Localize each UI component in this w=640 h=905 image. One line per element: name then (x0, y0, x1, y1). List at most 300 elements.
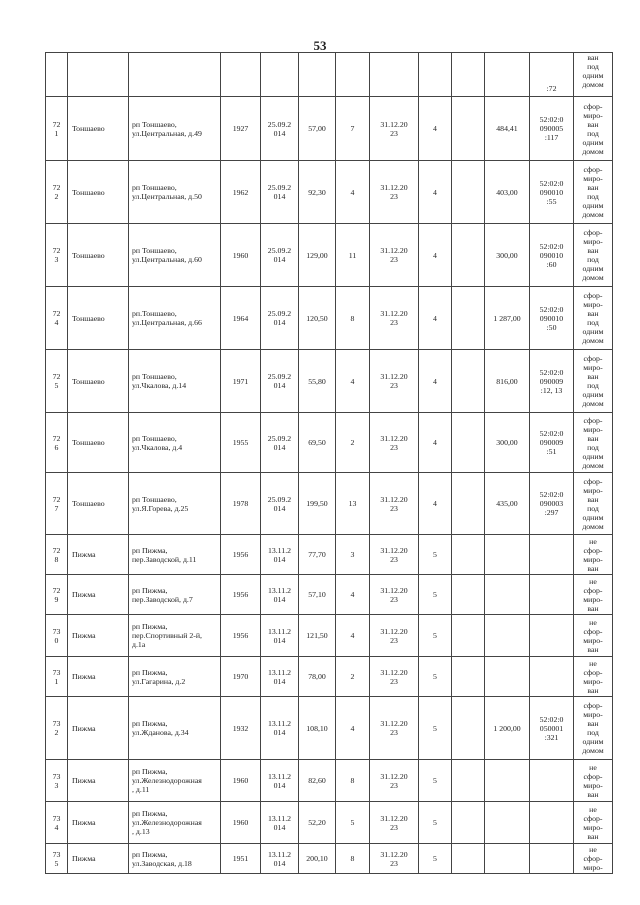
cell-date (261, 97, 299, 161)
cell-sum (485, 161, 530, 224)
registry-body (46, 53, 613, 874)
cell-settlement (68, 161, 129, 224)
cell-settlement-text: Пижма (72, 854, 96, 863)
cell-stage-text: 5 (433, 550, 437, 559)
cell-count (336, 97, 370, 161)
cell-stage-text: 5 (433, 672, 437, 681)
cell-no-text: 72 4 (52, 309, 61, 327)
cell-land-status-text: не сфор- миро- ван (583, 658, 603, 695)
cell-land-status (574, 697, 613, 760)
cell-stage (419, 657, 452, 697)
cell-year (221, 224, 261, 287)
cell-address-text: рп Тоншаево, ул.Центральная, д.50 (132, 183, 202, 201)
cell-deadline (370, 575, 419, 615)
cell-settlement (68, 287, 129, 350)
cell-address (129, 760, 221, 802)
cell-area-text: 57,00 (308, 124, 326, 133)
cell-stage (419, 350, 452, 413)
cell-settlement (68, 760, 129, 802)
cell-stage (419, 575, 452, 615)
cell-stage (419, 224, 452, 287)
cell-stage (419, 473, 452, 535)
cell-year (221, 287, 261, 350)
cell-cadastral (530, 575, 574, 615)
cell-count (336, 53, 370, 97)
cell-settlement-text: Пижма (72, 776, 96, 785)
cell-date (261, 224, 299, 287)
cell-count-text: 13 (348, 499, 357, 508)
cell-year (221, 657, 261, 697)
cell-address-text: рп Тоншаево, ул.Чкалова, д.14 (132, 372, 187, 390)
cell-year (221, 350, 261, 413)
cell-land-status-text: сфор- миро- ван под одним домом (582, 701, 604, 755)
cell-cadastral (530, 802, 574, 844)
cell-address (129, 615, 221, 657)
housing-registry-table (45, 52, 613, 874)
cell-count-text: 8 (350, 854, 355, 863)
cell-deadline-text: 31.12.20 23 (380, 372, 408, 390)
cell-no (46, 760, 68, 802)
cell-cadastral (530, 97, 574, 161)
cell-deadline (370, 97, 419, 161)
cell-cadastral-text: 52:02:0 090010 :50 (539, 304, 564, 332)
cell-deadline-text: 31.12.20 23 (380, 771, 408, 790)
cell-land-status (574, 53, 613, 97)
cell-stage (419, 535, 452, 575)
cell-deadline-text: 31.12.20 23 (380, 183, 408, 201)
cell-empty (452, 97, 485, 161)
cell-date-text: 25.09.2 014 (267, 183, 292, 201)
cell-date-text: 13.11.2 014 (267, 849, 292, 868)
cell-settlement (68, 224, 129, 287)
cell-sum-text: 484,41 (496, 124, 518, 133)
cell-deadline (370, 535, 419, 575)
cell-area-text: 108,10 (306, 723, 328, 733)
cell-area (299, 224, 336, 287)
cell-date (261, 844, 299, 874)
cell-sum-text: 300,00 (496, 250, 518, 260)
cell-sum (485, 615, 530, 657)
cell-address-text: рп Пижма, ул.Жданова, д.34 (132, 719, 189, 737)
table-row-continuation (46, 53, 613, 97)
cell-area-text: 77,70 (308, 550, 326, 559)
cell-no (46, 350, 68, 413)
cell-sum-text: 1 200,00 (493, 723, 521, 733)
cell-stage-text: 4 (433, 124, 437, 133)
cell-land-status-text: не сфор- миро- ван (583, 536, 603, 573)
cell-land-status-text: сфор- миро- ван под одним домом (582, 291, 604, 345)
cell-sum (485, 535, 530, 575)
cell-land-status (574, 657, 613, 697)
cell-land-status (574, 224, 613, 287)
cell-land-status-text: не сфор- миро- (583, 845, 603, 872)
cell-area-text: 121,50 (306, 631, 328, 640)
cell-deadline (370, 844, 419, 874)
cell-sum (485, 350, 530, 413)
cell-land-status-text: не сфор- миро- ван (583, 617, 603, 654)
cell-area (299, 615, 336, 657)
cell-count (336, 224, 370, 287)
cell-address-text: рп Пижма, пер.Спортивный 2-й, д.1а (132, 622, 202, 649)
cell-area-text: 69,50 (308, 438, 326, 447)
cell-year (221, 615, 261, 657)
cell-land-status-text: сфор- миро- ван под одним домом (582, 415, 604, 470)
cell-sum (485, 413, 530, 473)
cell-no (46, 697, 68, 760)
cell-stage-text: 4 (433, 438, 437, 447)
cell-no-text: 73 4 (52, 813, 61, 832)
cell-count-text: 3 (350, 550, 355, 559)
cell-settlement-text: Тоншаево (72, 313, 105, 323)
cell-empty (452, 53, 485, 97)
cell-stage (419, 615, 452, 657)
cell-area (299, 844, 336, 874)
cell-no-text: 72 9 (52, 585, 61, 604)
cell-address-text: рп.Тоншаево, ул.Центральная, д.66 (132, 309, 202, 327)
cell-sum (485, 53, 530, 97)
cell-land-status-text: сфор- миро- ван под одним домом (582, 354, 604, 408)
cell-deadline (370, 697, 419, 760)
cell-year (221, 575, 261, 615)
cell-deadline-text: 31.12.20 23 (380, 309, 408, 327)
cell-year (221, 760, 261, 802)
cell-no-text: 72 3 (52, 246, 61, 264)
cell-area (299, 350, 336, 413)
cell-area (299, 473, 336, 535)
cell-cadastral (530, 53, 574, 97)
cell-cadastral (530, 615, 574, 657)
cell-date (261, 535, 299, 575)
cell-count-text: 4 (350, 590, 355, 599)
cell-land-status (574, 615, 613, 657)
cell-settlement (68, 97, 129, 161)
cell-deadline-text: 31.12.20 23 (380, 626, 408, 645)
cell-address-text: рп Пижма, ул.Заводская, д.18 (132, 849, 192, 868)
cadastral-text: :72 (546, 84, 557, 93)
cell-year-text: 1978 (232, 499, 249, 508)
cell-count-text: 4 (350, 723, 355, 733)
cell-settlement-text: Тоншаево (72, 250, 105, 260)
cell-deadline-text: 31.12.20 23 (380, 433, 408, 452)
cell-deadline (370, 161, 419, 224)
cell-date-text: 25.09.2 014 (267, 372, 292, 390)
cell-settlement-text: Пижма (72, 818, 96, 827)
cell-address (129, 287, 221, 350)
cell-land-status-text: сфор- миро- ван под одним домом (582, 165, 604, 219)
cell-no (46, 287, 68, 350)
cell-stage (419, 161, 452, 224)
cell-settlement-text: Пижма (72, 550, 96, 559)
cell-date-text: 13.11.2 014 (267, 585, 292, 604)
cell-cadastral (530, 535, 574, 575)
cell-count (336, 535, 370, 575)
cell-area (299, 657, 336, 697)
cell-area (299, 97, 336, 161)
cell-date-text: 13.11.2 014 (267, 813, 292, 832)
cell-area-text: 199,50 (306, 499, 328, 508)
cell-area (299, 575, 336, 615)
cell-address-text: рп Тоншаево, ул.Центральная, д.60 (132, 246, 202, 264)
cell-count (336, 844, 370, 874)
cell-no-text: 72 5 (52, 372, 61, 390)
cell-cadastral (530, 473, 574, 535)
cell-no-text: 72 6 (52, 433, 61, 452)
cell-empty (452, 535, 485, 575)
cell-stage-text: 4 (433, 187, 437, 197)
cell-year (221, 535, 261, 575)
cell-deadline (370, 53, 419, 97)
cell-area (299, 53, 336, 97)
cell-address (129, 697, 221, 760)
cell-empty (452, 350, 485, 413)
cell-stage-text: 5 (433, 854, 437, 863)
cell-count-text: 7 (350, 124, 355, 133)
cell-empty (452, 615, 485, 657)
cell-empty (452, 575, 485, 615)
cell-empty (452, 161, 485, 224)
cell-no-text: 73 2 (52, 719, 61, 737)
cell-date-text: 13.11.2 014 (267, 626, 292, 645)
cell-settlement (68, 657, 129, 697)
cell-no (46, 224, 68, 287)
cell-date-text: 13.11.2 014 (267, 771, 292, 790)
cell-settlement-text: Тоншаево (72, 438, 105, 447)
cell-land-status-text: не сфор- миро- ван (583, 762, 603, 799)
cell-settlement-text: Пижма (72, 631, 96, 640)
cell-cadastral (530, 161, 574, 224)
cell-year-text: 1927 (232, 124, 249, 133)
cell-count (336, 802, 370, 844)
cell-count (336, 413, 370, 473)
cell-no (46, 413, 68, 473)
cell-date (261, 473, 299, 535)
cell-count (336, 287, 370, 350)
cell-stage-text: 5 (433, 818, 437, 827)
cell-settlement (68, 535, 129, 575)
cell-year (221, 844, 261, 874)
cell-date (261, 413, 299, 473)
cell-area (299, 535, 336, 575)
cell-date (261, 350, 299, 413)
cell-date (261, 575, 299, 615)
land-status-text: ван под одним домом (582, 53, 604, 89)
cell-no-text: 73 1 (52, 667, 61, 686)
cell-area (299, 760, 336, 802)
cell-no (46, 844, 68, 874)
cell-sum (485, 97, 530, 161)
cell-cadastral (530, 760, 574, 802)
cell-land-status (574, 473, 613, 535)
cell-settlement (68, 802, 129, 844)
cell-empty (452, 224, 485, 287)
table-row (46, 224, 613, 287)
cell-year-text: 1956 (232, 590, 249, 599)
cell-area-text: 129,00 (306, 250, 328, 260)
cell-count (336, 161, 370, 224)
cell-count (336, 615, 370, 657)
cell-sum (485, 760, 530, 802)
cell-address (129, 53, 221, 97)
cell-year-text: 1960 (232, 776, 249, 785)
cell-deadline-text: 31.12.20 23 (380, 119, 408, 138)
cell-cadastral (530, 224, 574, 287)
cell-land-status (574, 161, 613, 224)
cell-land-status-text: не сфор- миро- ван (583, 576, 603, 613)
cell-sum (485, 657, 530, 697)
cell-deadline (370, 350, 419, 413)
cell-address (129, 224, 221, 287)
cell-area-text: 55,80 (308, 376, 326, 386)
cell-area-text: 82,60 (308, 776, 326, 785)
table-row (46, 575, 613, 615)
cell-land-status-text: сфор- миро- ван под одним домом (582, 228, 604, 282)
cell-area-text: 57,10 (308, 590, 326, 599)
cell-address-text: рп Тоншаево, ул.Центральная, д.49 (132, 119, 202, 138)
table-row (46, 697, 613, 760)
cell-year (221, 161, 261, 224)
cell-count (336, 760, 370, 802)
cell-deadline (370, 802, 419, 844)
cell-settlement-text: Пижма (72, 590, 96, 599)
cell-area-text: 78,00 (308, 672, 326, 681)
cell-year-text: 1970 (232, 672, 249, 681)
cell-year-text: 1964 (232, 313, 249, 323)
cell-area-text: 120,50 (306, 313, 328, 323)
cell-count-text: 8 (350, 313, 355, 323)
cell-no (46, 53, 68, 97)
cell-settlement-text: Пижма (72, 672, 96, 681)
cell-land-status (574, 802, 613, 844)
cell-cadastral (530, 350, 574, 413)
cell-sum (485, 802, 530, 844)
cell-no-text: 72 2 (52, 183, 61, 201)
cell-settlement-text: Тоншаево (72, 499, 105, 508)
cell-stage-text: 4 (433, 499, 437, 508)
cell-stage (419, 97, 452, 161)
table-row (46, 615, 613, 657)
cell-deadline-text: 31.12.20 23 (380, 585, 408, 604)
cell-year-text: 1956 (232, 550, 249, 559)
cell-settlement (68, 413, 129, 473)
cell-date (261, 161, 299, 224)
cell-date (261, 657, 299, 697)
cell-address (129, 802, 221, 844)
cell-date (261, 287, 299, 350)
cell-empty (452, 657, 485, 697)
cell-stage (419, 760, 452, 802)
cell-stage-text: 4 (433, 313, 437, 323)
cell-count-text: 4 (350, 187, 355, 197)
cell-sum-text: 300,00 (496, 438, 518, 447)
cell-date-text: 13.11.2 014 (267, 545, 292, 564)
cell-year-text: 1951 (232, 854, 249, 863)
cell-deadline (370, 657, 419, 697)
cell-cadastral-text: 52:02:0 090009 :12, 13 (539, 367, 564, 395)
cell-sum-text: 435,00 (496, 499, 518, 508)
cell-cadastral-text: 52:02:0 090009 :51 (539, 429, 564, 456)
cell-year (221, 802, 261, 844)
cell-no (46, 473, 68, 535)
cell-date (261, 760, 299, 802)
cell-count (336, 350, 370, 413)
cell-address (129, 97, 221, 161)
cell-no-text: 73 3 (52, 771, 61, 790)
cell-sum (485, 575, 530, 615)
cell-deadline-text: 31.12.20 23 (380, 494, 408, 513)
cell-count-text: 2 (350, 438, 355, 447)
cell-cadastral (530, 844, 574, 874)
table-row (46, 802, 613, 844)
cell-land-status (574, 350, 613, 413)
cell-sum (485, 224, 530, 287)
cell-count (336, 697, 370, 760)
cell-year (221, 473, 261, 535)
cell-cadastral (530, 287, 574, 350)
cell-address-text: рп Пижма, ул.Железнодорожная , д.11 (132, 767, 202, 794)
cell-count (336, 657, 370, 697)
cell-stage (419, 697, 452, 760)
table-row (46, 535, 613, 575)
cell-no (46, 535, 68, 575)
cell-sum-text: 816,00 (496, 376, 518, 386)
cell-address (129, 575, 221, 615)
cell-count (336, 473, 370, 535)
cell-year (221, 97, 261, 161)
cell-settlement (68, 53, 129, 97)
cell-year (221, 697, 261, 760)
cell-address-text: рп Тоншаево, ул.Чкалова, д.4 (132, 433, 183, 452)
cell-settlement (68, 615, 129, 657)
cell-year-text: 1956 (232, 631, 249, 640)
cell-address (129, 350, 221, 413)
cell-year-text: 1962 (232, 187, 249, 197)
cell-date (261, 615, 299, 657)
cell-settlement-text: Тоншаево (72, 187, 105, 197)
cell-empty (452, 413, 485, 473)
cell-no (46, 615, 68, 657)
table-row (46, 161, 613, 224)
table-row (46, 413, 613, 473)
cell-land-status-text: сфор- миро- ван под одним домом (582, 476, 604, 531)
cell-date (261, 802, 299, 844)
page-number: 53 (313, 38, 327, 53)
cell-count-text: 4 (350, 376, 355, 386)
cell-no (46, 97, 68, 161)
cell-address (129, 535, 221, 575)
cell-deadline (370, 413, 419, 473)
cell-deadline (370, 224, 419, 287)
cell-address (129, 413, 221, 473)
cell-empty (452, 802, 485, 844)
cell-count-text: 2 (350, 672, 355, 681)
table-row (46, 287, 613, 350)
cell-date (261, 53, 299, 97)
cell-settlement (68, 473, 129, 535)
cell-date-text: 13.11.2 014 (267, 719, 292, 737)
cell-cadastral-text: 52:02:0 050001 :321 (539, 714, 564, 742)
cell-stage-text: 5 (433, 723, 437, 733)
cell-area-text: 92,30 (308, 187, 326, 197)
cell-empty (452, 697, 485, 760)
cell-cadastral (530, 413, 574, 473)
cell-address (129, 161, 221, 224)
cell-deadline-text: 31.12.20 23 (380, 545, 408, 564)
cell-land-status-text: не сфор- миро- ван (583, 804, 603, 841)
cell-empty (452, 473, 485, 535)
cell-year (221, 53, 261, 97)
cell-address-text: рп Тоншаево, ул.Я.Горева, д.25 (132, 494, 189, 513)
cell-land-status (574, 575, 613, 615)
